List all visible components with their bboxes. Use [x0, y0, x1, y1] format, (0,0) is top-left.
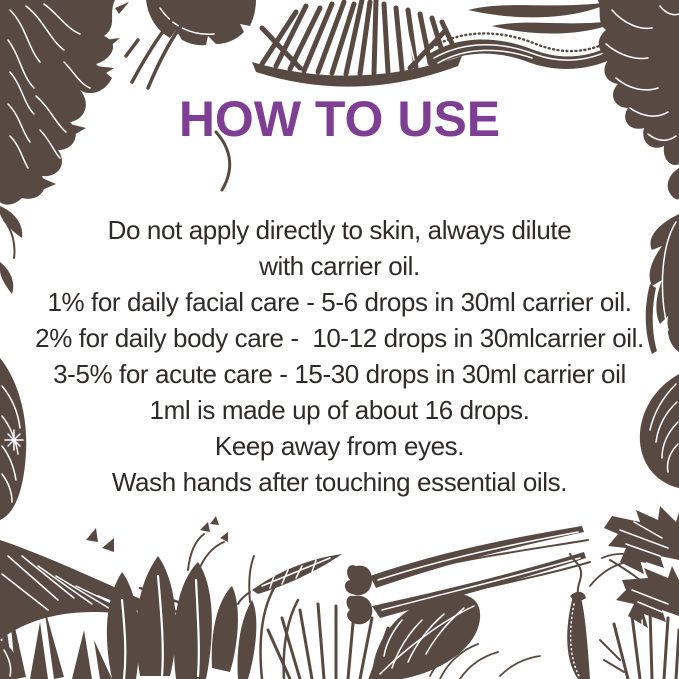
instruction-line: 2% for daily body care - 10-12 drops in 30mlcarrier oil.: [35, 323, 644, 353]
instruction-line: Wash hands after touching essential oils.: [111, 467, 568, 497]
instruction-line: Do not apply directly to skin, always dilute: [107, 215, 572, 245]
rosemary-sprig-illustration: [252, 0, 462, 87]
leaf-swirls-illustration: [468, 2, 622, 34]
grass-tuft-bottom-right-illustration: [600, 610, 679, 679]
usage-instructions: [0, 212, 679, 500]
grass-tuft-bottom-left-illustration: [0, 596, 112, 679]
wave-band-illustration: [426, 33, 622, 69]
serrated-leaves-bottom-right-illustration: [604, 506, 679, 628]
instruction-line: with carrier oil.: [259, 251, 420, 281]
feather-frond-illustration: [0, 528, 198, 640]
cloves-illustration: [345, 526, 590, 624]
ribbed-leaf-illustration: [372, 594, 480, 679]
curl-stem-illustration: [590, 554, 646, 586]
instruction-line: 3-5% for acute care - 15-30 drops in 30ml carrier oil: [53, 359, 626, 389]
page-title: HOW TO USE: [178, 91, 501, 147]
instruction-line: Keep away from eyes.: [214, 431, 465, 461]
dart-leaf-illustration: [238, 554, 342, 604]
instruction-line: 1ml is made up of about 16 drops.: [149, 395, 530, 425]
pine-needle-tuft-illustration: [268, 604, 540, 679]
instruction-line: 1% for daily facial care - 5-6 drops in 30ml carrier oil.: [47, 287, 632, 317]
chili-pepper-illustration: [567, 554, 590, 679]
succulent-leaves-illustration: [107, 516, 298, 679]
